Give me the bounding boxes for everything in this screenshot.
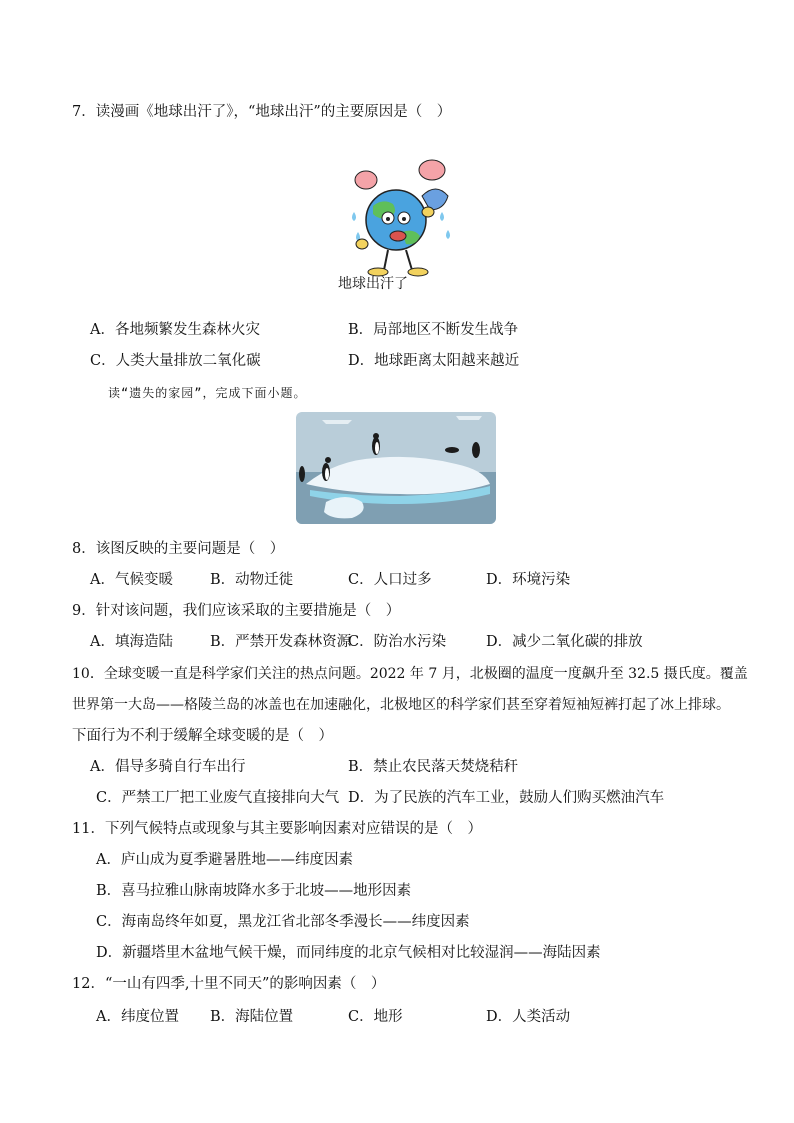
q10-option-d: D．为了民族的汽车工业，鼓励人们购买燃油汽车 — [348, 790, 665, 806]
q8-option-b: B．动物迁徙 — [210, 572, 294, 588]
q11-option-d: D．新疆塔里木盆地气候干燥，而同纬度的北京气候相对比较湿润——海陆因素 — [96, 945, 601, 961]
q9-option-c: C．防治水污染 — [348, 634, 447, 650]
question-12-stem: 12．“一山有四季,十里不同天”的影响因素（ ） — [72, 976, 386, 992]
q12-option-c: C．地形 — [348, 1009, 403, 1025]
q7-option-b: B．局部地区不断发生战争 — [348, 322, 519, 338]
question-10-line-3: 下面行为不利于缓解全球变暖的是（ ） — [72, 728, 333, 744]
q8-option-d: D．环境污染 — [486, 572, 571, 588]
q8-option-c: C．人口过多 — [348, 572, 432, 588]
cartoon-caption: 地球出汗了 — [338, 276, 408, 292]
q12-option-b: B．海陆位置 — [210, 1009, 294, 1025]
question-8-stem: 8．该图反映的主要问题是（ ） — [72, 541, 285, 557]
q11-option-c: C．海南岛终年如夏，黑龙江省北部冬季漫长——纬度因素 — [96, 914, 470, 930]
q9-option-d: D．减少二氧化碳的排放 — [486, 634, 643, 650]
question-10-line-2: 世界第一大岛——格陵兰岛的冰盖也在加速融化，北极地区的科学家们甚至穿着短袖短裤打起了冰上排球。 — [72, 697, 730, 713]
q7-option-c: C．人类大量排放二氧化碳 — [90, 353, 261, 369]
q9-option-b: B．严禁开发森林资源 — [210, 634, 352, 650]
penguins-on-melting-ice-photo — [296, 412, 496, 524]
question-10-line-1: 10．全球变暖一直是科学家们关注的热点问题。2022 年 7 月，北极圈的温度一度飙升至 32.5 摄氏度。覆盖 — [72, 666, 748, 682]
q7-option-d: D．地球距离太阳越来越近 — [348, 353, 520, 369]
question-11-stem: 11．下列气候特点或现象与其主要影响因素对应错误的是（ ） — [72, 821, 482, 837]
q7-option-a: A．各地频繁发生森林火灾 — [90, 322, 260, 338]
q9-option-a: A．填海造陆 — [90, 634, 173, 650]
q11-option-a: A．庐山成为夏季避暑胜地——纬度因素 — [96, 852, 353, 868]
q11-option-b: B．喜马拉雅山脉南坡降水多于北坡——地形因素 — [96, 883, 412, 899]
q10-option-a: A．倡导多骑自行车出行 — [90, 759, 246, 775]
question-9-stem: 9．针对该问题，我们应该采取的主要措施是（ ） — [72, 603, 401, 619]
question-7-stem: 7．读漫画《地球出汗了》，“地球出汗”的主要原因是（ ） — [72, 104, 452, 120]
q10-option-b: B．禁止农民落天焚烧秸秆 — [348, 759, 519, 775]
material-intro: 读“遗失的家园”，完成下面小题。 — [108, 386, 307, 400]
q12-option-a: A．纬度位置 — [96, 1009, 179, 1025]
q12-option-d: D．人类活动 — [486, 1009, 571, 1025]
q8-option-a: A．气候变暖 — [90, 572, 173, 588]
q10-option-c: C．严禁工厂把工业废气直接排向大气 — [96, 790, 340, 806]
